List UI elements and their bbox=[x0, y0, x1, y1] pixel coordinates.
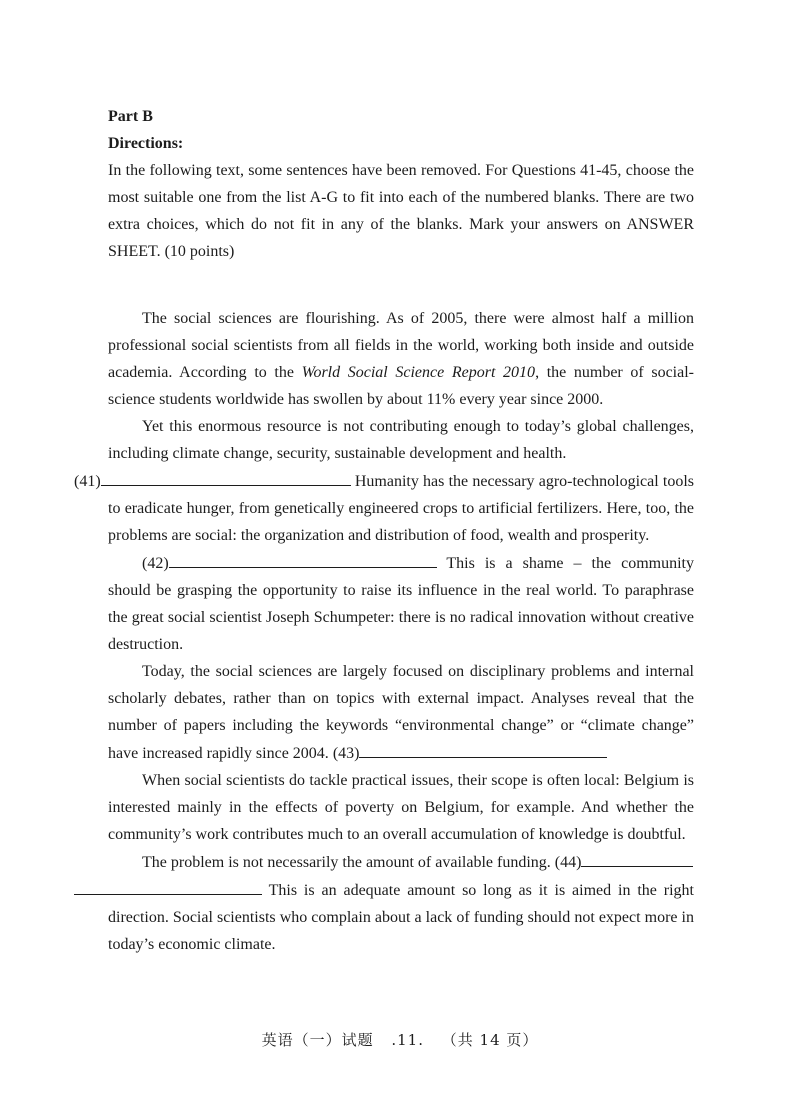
exam-page bbox=[74, 103, 695, 958]
p6-text: The problem is not necessarily the amount of available funding. bbox=[142, 854, 555, 871]
p6-text-after: This is an adequate amount so long as it is aimed in the right direction. Social scientists who complain about a lack of funding should not expect more in today’s economic climate. bbox=[108, 882, 694, 953]
p2-text: Yet this enormous resource is not contributing enough to today’s global challenges, including climate change, security, sustainable development and health. bbox=[108, 418, 694, 462]
p2-text-after: Humanity has the necessary agro-technological tools to eradicate hunger, from genetically engineered crops to artificial fertilizers. Here, too, the problems are social: the organization and distribution of food, wealth and prosperity. bbox=[108, 473, 694, 544]
blank-42-label: (42) bbox=[142, 555, 169, 572]
footer-page-number: .11. bbox=[391, 1031, 424, 1049]
blank-41-label: (41) bbox=[74, 473, 101, 490]
p1-text-after: , the number of social-science students worldwide has swollen by about 11% every year since 2000. bbox=[108, 364, 695, 408]
blank-41 bbox=[101, 467, 351, 486]
footer-total-pages: （共 14 页） bbox=[441, 1031, 539, 1049]
directions-body: In the following text, some sentences have been removed. For Questions 41-45, choose the most suitable one from the list A-G to fit into each of the numbered blanks. There are two extra choices, which do not fit in any of the blanks. Mark your answers on ANSWER SHEET. (10 points) bbox=[108, 162, 694, 260]
p1-text-before: The social sciences are flourishing. As of 2005, there were almost half a million professional social scientists from all fields in the world, working both inside and outside academia. According to the bbox=[108, 310, 694, 381]
blank-42 bbox=[169, 549, 437, 568]
passage-paragraph-6 bbox=[108, 848, 694, 958]
blank-44-label: (44) bbox=[554, 854, 582, 871]
p4-text: Today, the social sciences are largely focused on disciplinary problems and internal scholarly debates, rather than on topics with external impact. Analyses reveal that the number of papers including the keywords “environmental change” or “climate change” have increased rapidly since 2004. bbox=[108, 663, 694, 762]
passage-paragraph-3 bbox=[108, 549, 694, 658]
blank-44-part-2 bbox=[74, 876, 262, 895]
report-title: World Social Science Report 2010 bbox=[301, 364, 536, 381]
passage-paragraph-4 bbox=[108, 658, 694, 767]
passage-paragraph-5: When social scientists do tackle practical issues, their scope is often local: Belgium is interested mainly in the effects of poverty on Belgium, for example. And whether the community’s work contributes much to an overall accumulation of knowledge is doubtful. bbox=[108, 772, 694, 843]
directions-title: Directions: bbox=[108, 135, 184, 152]
blank-43-label: (43) bbox=[332, 745, 360, 762]
passage-paragraph-2 bbox=[74, 413, 694, 549]
page-footer bbox=[0, 1027, 800, 1054]
passage-paragraph-1 bbox=[108, 305, 694, 413]
footer-subject: 英语（一）试题 bbox=[261, 1031, 374, 1049]
section-gap bbox=[108, 292, 694, 305]
blank-43 bbox=[359, 739, 607, 758]
part-title: Part B bbox=[108, 108, 153, 125]
blank-44-part-1 bbox=[581, 848, 693, 867]
p3-text-after: This is a shame – the community should be grasping the opportunity to raise its influence in the real world. To paraphrase the great social scientist Joseph Schumpeter: there is no radical innovation without creative destruction. bbox=[108, 555, 694, 653]
